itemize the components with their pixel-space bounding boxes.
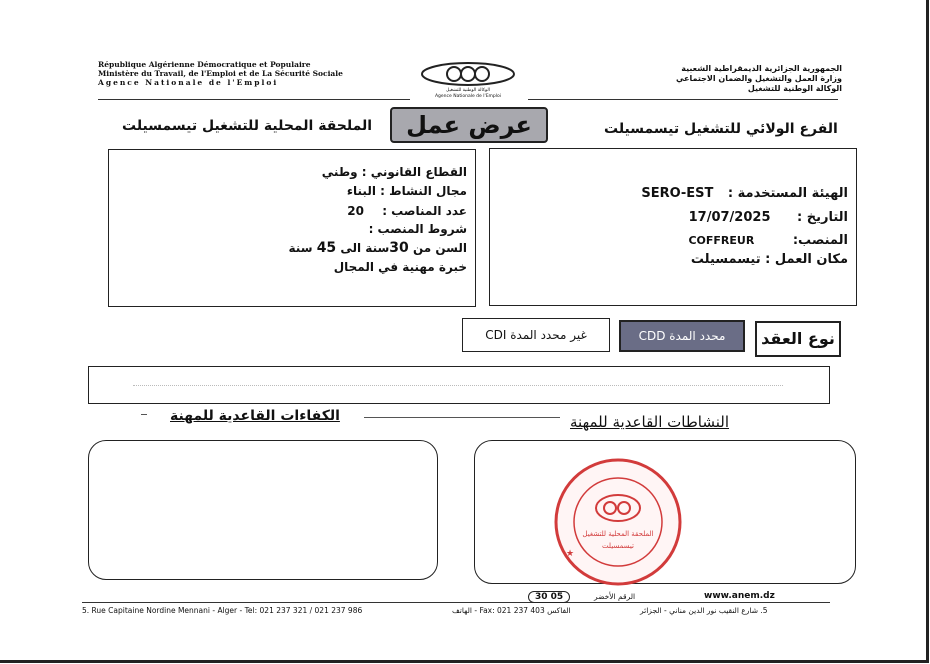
- notes-dotted-line: [133, 385, 783, 386]
- age-range: [289, 240, 467, 257]
- logo-caption-fr: Agence Nationale de l'Emploi: [434, 94, 502, 99]
- age-mid: سنة الى: [340, 241, 390, 255]
- french-header: [98, 60, 398, 87]
- age-prefix: السن من: [412, 241, 467, 255]
- position-conditions: شروط المنصب :: [368, 222, 467, 236]
- age-max: 45: [316, 240, 337, 256]
- stamp-inner-line2: تيسمسيلت: [602, 542, 634, 550]
- workplace: [691, 251, 848, 268]
- green-number: 30 05: [535, 592, 564, 602]
- french-header-line1: République Algérienne Démocratique et Populaire: [98, 60, 311, 69]
- workplace-label: مكان العمل :: [765, 252, 848, 267]
- green-number-label: الرقم الأخضر: [594, 592, 636, 601]
- positions-value: 20: [347, 204, 364, 218]
- activity-value: البناء: [346, 184, 376, 198]
- contract-cdi-option[interactable]: غير محدد المدة CDI: [462, 318, 610, 352]
- right-heading: الفرع الولائي للتشغيل تيسمسيلت: [604, 121, 838, 137]
- logo-caption-ar: الوكالة الوطنية للتشغيل: [446, 88, 490, 93]
- header-rule-right: [528, 99, 838, 100]
- french-header-line3: Agence Nationale de l'Emploi: [98, 78, 279, 87]
- svg-text:★: ★: [566, 549, 575, 559]
- date: [689, 209, 848, 226]
- website[interactable]: www.anem.dz: [704, 591, 775, 601]
- contract-cdd-option[interactable]: محدد المدة CDD: [619, 320, 745, 352]
- employer-label: الهيئة المستخدمة :: [727, 186, 848, 201]
- activities-heading-rule: [364, 417, 560, 418]
- activity-label: مجال النشاط :: [380, 184, 467, 198]
- skills-heading-dash: [141, 414, 147, 415]
- skills-box: [88, 440, 438, 580]
- employer-box: [489, 148, 857, 306]
- notes-box: [88, 366, 830, 404]
- skills-heading: الكفاءات القاعدية للمهنة: [170, 408, 340, 424]
- arabic-header: [542, 64, 842, 94]
- position: [688, 232, 848, 249]
- header-rule-left: [98, 99, 410, 100]
- date-value: 17/07/2025: [688, 210, 771, 225]
- fax-number: الهاتف - Fax: 021 237 403 الفاكس: [452, 606, 571, 615]
- activities-heading: النشاطات القاعدية للمهنة: [570, 413, 730, 431]
- logo-caption: [412, 88, 524, 100]
- contract-type-label: نوع العقد: [755, 321, 841, 357]
- stamp-inner-line1: الملحقة المحلية للتشغيل: [582, 530, 654, 538]
- arabic-header-line2: وزارة العمل والتشغيل والضمان الاجتماعي: [675, 74, 842, 83]
- arabic-header-line3: الوكالة الوطنية للتشغيل: [747, 84, 842, 93]
- workplace-value: تيسمسيلت: [690, 252, 761, 267]
- address-french: 5. Rue Capitaine Nordine Mennani - Alger - Tel: 021 237 321 / 021 237 986: [82, 606, 363, 615]
- date-label: التاريخ :: [797, 210, 848, 225]
- left-heading: الملحقة المحلية للتشغيل تيسمسيلت: [122, 118, 373, 134]
- legal-sector: القطاع القانوني : وطني: [321, 165, 467, 179]
- activity-field: [347, 183, 467, 200]
- job-conditions-box: [108, 149, 476, 307]
- positions-count: [347, 203, 467, 220]
- employer: [641, 185, 848, 202]
- official-stamp: [552, 456, 684, 588]
- footer-rule: [82, 602, 830, 603]
- address-arabic: 5. شارع النقيب نور الدين مناني - الجزائر: [640, 606, 768, 615]
- french-header-line2: Ministère du Travail, de l'Emploi et de La Sécurité Sociale: [98, 69, 343, 78]
- positions-label: عدد المناصب :: [382, 204, 467, 218]
- page-title: عرض عمل: [390, 107, 548, 143]
- position-label: المنصب:: [792, 233, 848, 248]
- position-value: COFFREUR: [688, 234, 755, 247]
- arabic-header-line1: الجمهورية الجزائرية الديمقراطية الشعبية: [681, 64, 842, 73]
- experience: خبرة مهنية في المجال: [333, 260, 467, 274]
- green-number-badge: [528, 591, 570, 603]
- age-min: 30: [389, 240, 409, 256]
- employer-value: SERO-EST: [641, 186, 714, 201]
- age-suffix: سنة: [288, 241, 313, 255]
